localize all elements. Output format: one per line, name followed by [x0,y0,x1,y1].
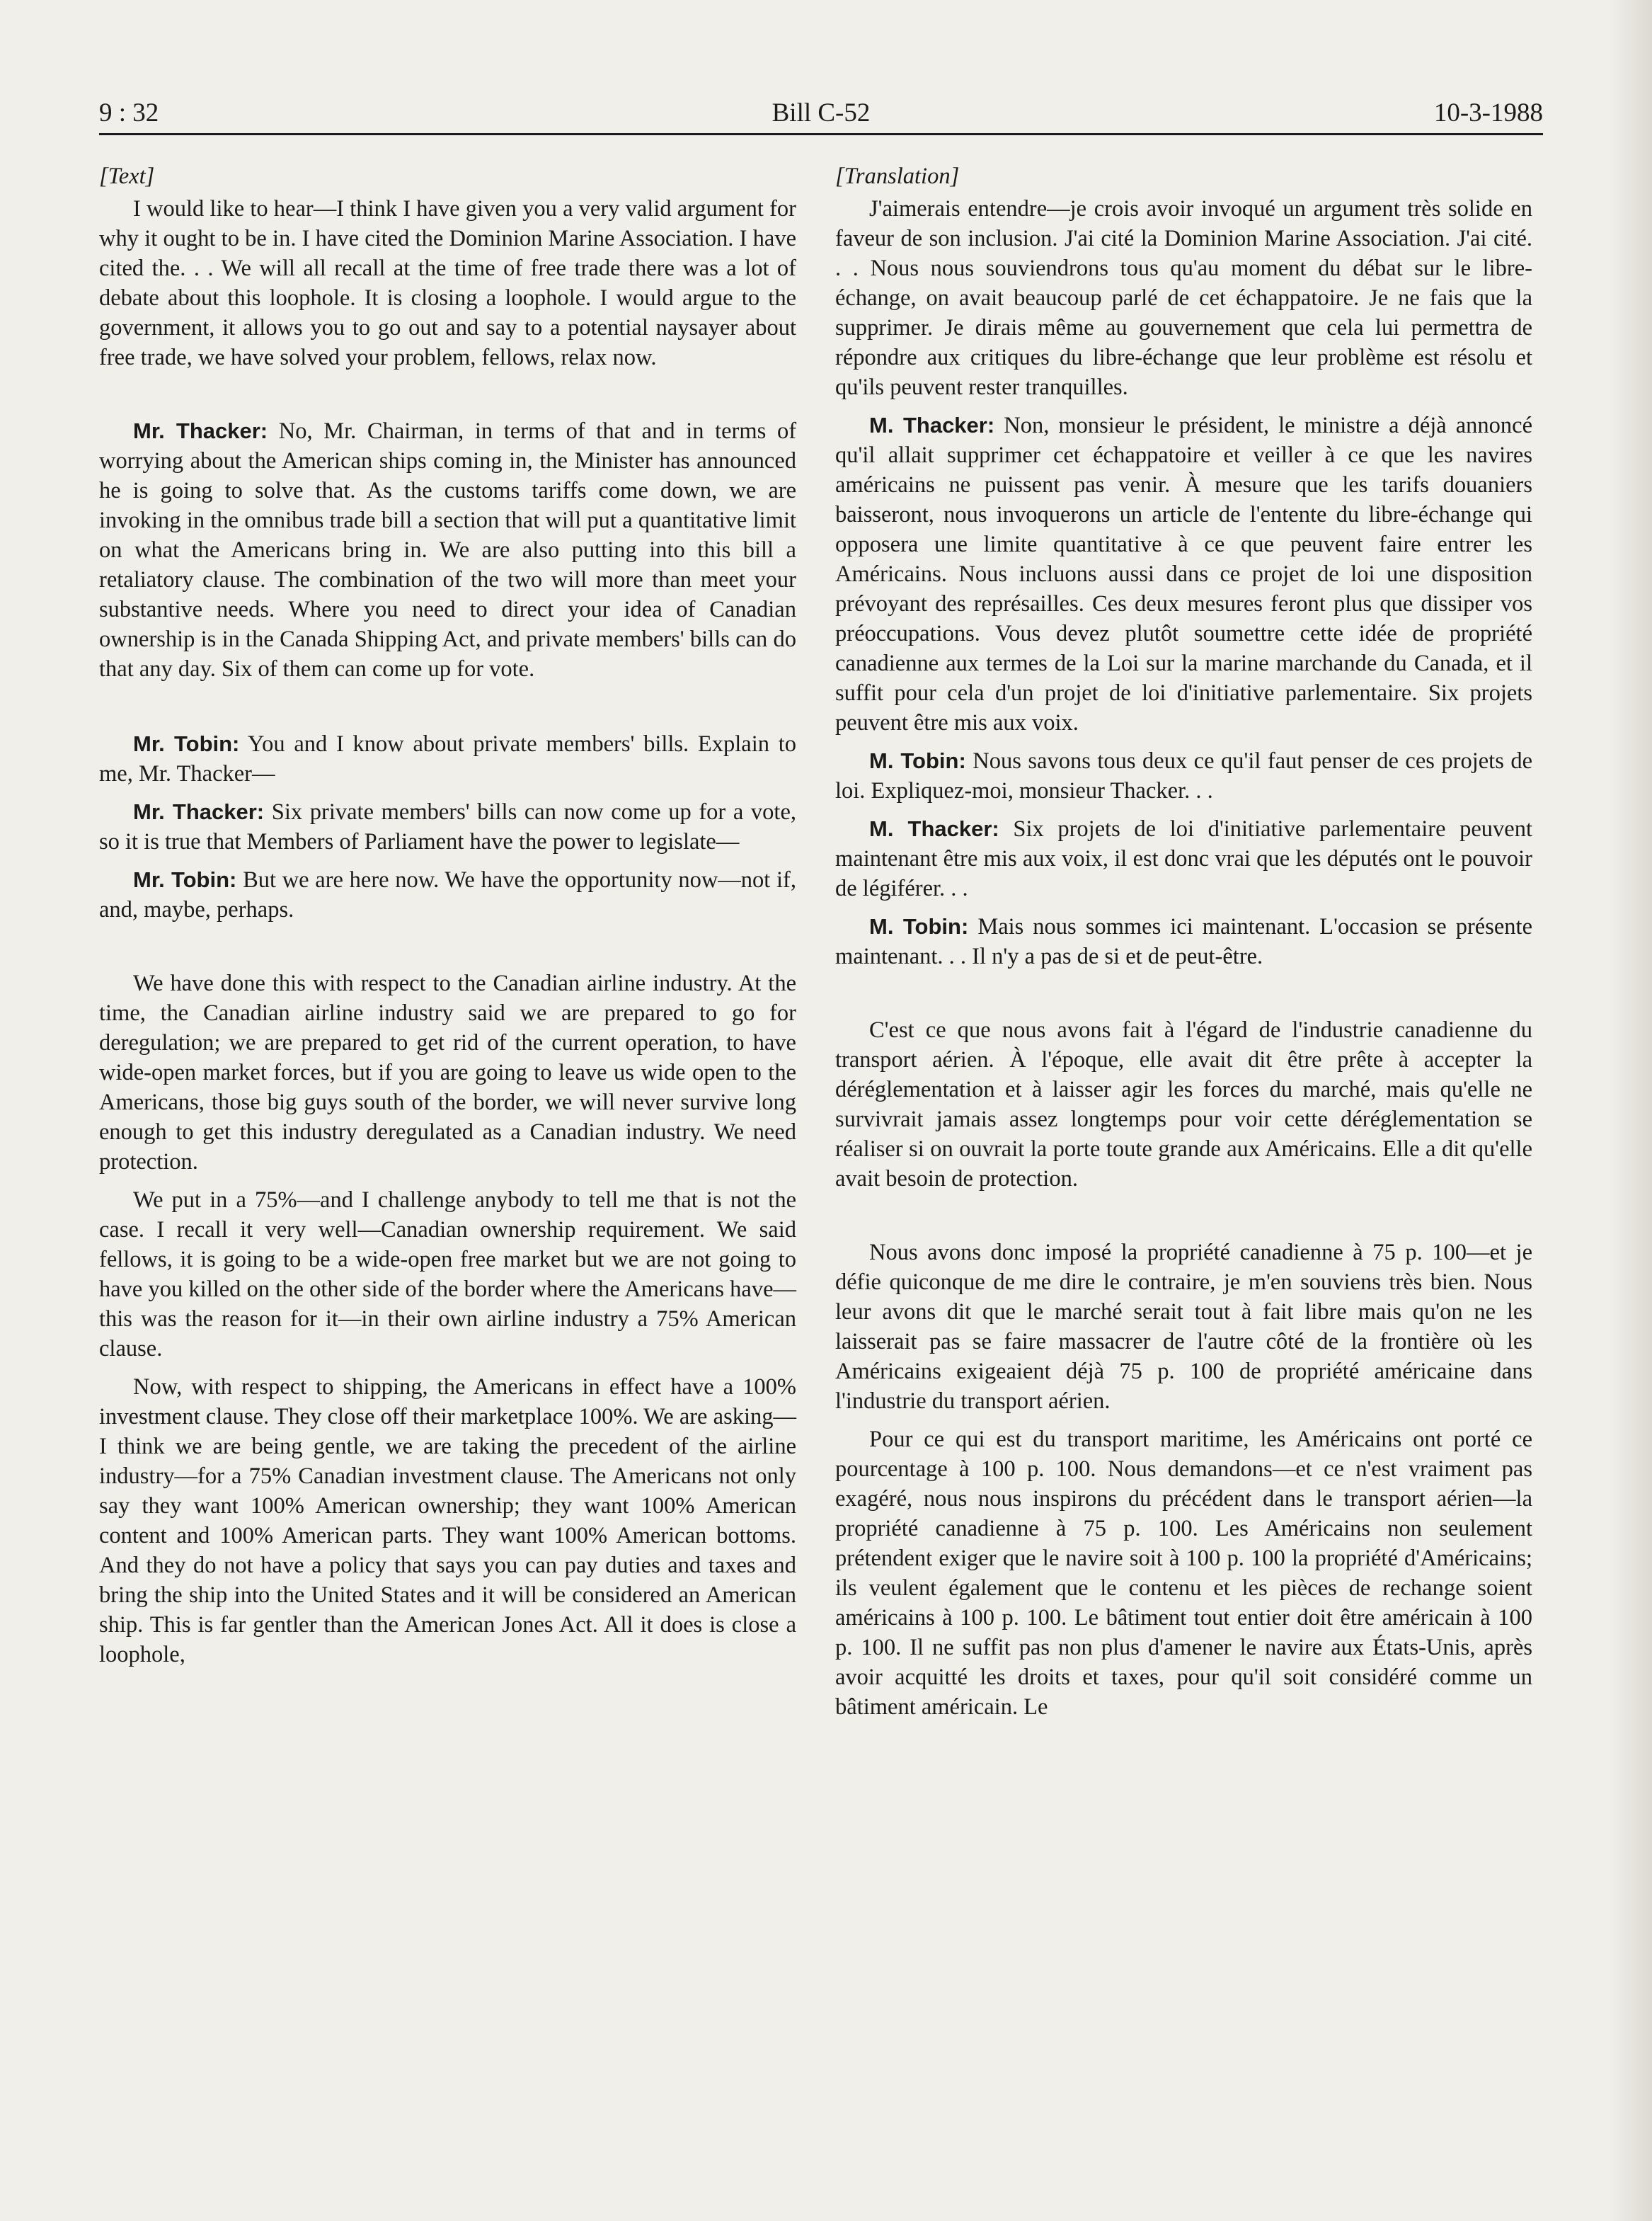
speaker-name: M. Thacker: [869,413,995,438]
document-title: Bill C-52 [771,98,871,127]
paragraph [99,416,796,684]
english-column [99,161,796,1669]
speaker-name: Mr. Tobin: [133,731,240,756]
speaker-name: M. Tobin: [869,914,969,939]
paragraph-text: I would like to hear—I think I have given you a very valid argument for why it ought to be in. I have cited the Dominion Marine Association. I have cited the. . . We will all recall at the time of free trade there was a lot of debate about this loophole. It is closing a loophole. I would argue to the government, it allows you to go out and say to a potential naysayer about free trade, we have solved your problem, fellows, relax now. [99,196,796,370]
paragraph-text: Mais nous sommes ici maintenant. L'occasion se présente maintenant. . . Il n'y a pas de si et de peut-être. [835,914,1532,969]
document-date: 10-3-1988 [1433,98,1543,127]
paragraph-text: You and I know about private members' bills. Explain to me, Mr. Thacker— [99,731,796,787]
paragraph-text: But we are here now. We have the opportunity now—not if, and, maybe, perhaps. [99,867,797,923]
paragraph [835,1424,1532,1722]
paragraph [835,1238,1532,1416]
paragraph-text: Now, with respect to shipping, the Americans in effect have a 100% investment clause. They close off their marketplace 100%. We are asking—I think we are being gentle, we are taking the precedent of the airline industry—for a 75% Canadian investment clause. The Americans not only say they want 100% American ownership; they want 100% American content and 100% American parts. They want 100% American bottoms. And they do not have a policy that says you can pay duties and taxes and bring the ship into the United States and it will be considered an American ship. This is far gentler than the American Jones Act. All it does is close a loophole, [99,1374,796,1667]
paragraph [99,729,796,789]
paragraph [835,814,1532,903]
speaker-name: M. Tobin: [869,748,966,773]
paragraph [99,797,796,857]
paragraph-text: We have done this with respect to the Canadian airline industry. At the time, the Canadian airline industry said we are prepared to go for deregulation; we are prepared to get rid of the current operation, to have wide-open market forces, but if you are going to leave us wide open to the Americans, those big guys south of the border, we will never survive long enough to get this industry deregulated as a Canadian industry. We need protection. [99,971,796,1175]
paragraph-text: Non, monsieur le président, le ministre a déjà annoncé qu'il allait supprimer cet échappatoire et veiller à ce que les navires américains ne puissent pas venir. À mesure que les tarifs douaniers baisseront, nous invoquerons un article de l'entente du libre-échange qui opposera une limite quantitative à ce que peuvent faire entrer les Américains. Nous incluons aussi dans ce projet de loi une disposition prévoyant des représailles. Ces deux mesures feront plus que dissiper vos préoccupations. Vous devez plutôt soumettre cette idée de propriété canadienne aux termes de la Loi sur la marine marchande du Canada, et il suffit pour cela d'un projet de loi d'initiative parlementaire. Six projets peuvent être mis aux voix. [835,413,1533,736]
paragraph [835,411,1532,738]
paragraph-text: Six private members' bills can now come up for a vote, so it is true that Members of Parliament have the power to legislate— [99,799,797,855]
page-header [99,91,1543,135]
paragraph [99,1372,796,1669]
paragraph-text: Nous avons donc imposé la propriété canadienne à 75 p. 100—et je défie quiconque de me dire le contraire, je m'en souviens très bien. Nous leur avons dit que le marché serait tout à fait libre mais qu'on ne les laisserait pas se faire massacrer de l'autre côté de la frontière où les Américains exigeaient déjà 75 p. 100 de propriété américaine dans l'industrie du transport aérien. [835,1240,1532,1414]
speaker-name: Mr. Thacker: [133,418,268,443]
paragraph-text: Six projets de loi d'initiative parlementaire peuvent maintenant être mis aux voix, il est donc vrai que les députés ont le pouvoir de légiférer. . . [835,816,1533,901]
page-edge-shadow [1610,0,1652,2221]
paragraph [835,194,1532,402]
column-label: [Translation] [835,164,960,189]
paragraph [99,194,796,372]
paragraph [835,912,1532,971]
paragraph [99,969,796,1177]
column-label: [Text] [99,164,155,189]
speaker-name: Mr. Thacker: [133,799,265,824]
paragraph-text: We put in a 75%—and I challenge anybody to tell me that is not the case. I recall it very well—Canadian ownership requirement. We said fellows, it is going to be a wide-open free market but we are not going to have you killed on the other side of the border where the Americans have—this was the reason for it—in their own airline industry a 75% American clause. [99,1187,796,1361]
paragraph-text: No, Mr. Chairman, in terms of that and in terms of worrying about the American ships coming in, the Minister has announced he is going to solve that. As the customs tariffs come down, we are invoking in the omnibus trade bill a section that will put a quantitative limit on what the Americans bring in. We are also putting into this bill a retaliatory clause. The combination of the two will more than meet your substantive needs. Where you need to direct your idea of Canadian ownership is in the Canada Shipping Act, and private members' bills can do that any day. Six of them can come up for vote. [99,418,797,682]
paragraph [835,746,1532,806]
paragraph-text: Pour ce qui est du transport maritime, les Américains ont porté ce pourcentage à 100 p. 100. Nous demandons—et ce n'est vraiment pas exagéré, nous nous inspirons du précédent dans le transport aérien—la propriété canadienne à 75 p. 100. Les Américains non seulement prétendent exiger que le navire soit à 100 p. 100 la propriété d'Américains; ils veulent également que le contenu et les pièces de rechange soient américains à 100 p. 100. Le bâtiment tout entier doit être américain à 100 p. 100. Il ne suffit pas non plus d'amener le navire aux États-Unis, après avoir acquitté les droits et taxes, pour qu'il soit considéré comme un bâtiment américain. Le [835,1427,1532,1720]
paragraph [835,1015,1532,1194]
paragraph-text: J'aimerais entendre—je crois avoir invoqué un argument très solide en faveur de son inclusion. J'ai cité la Dominion Marine Association. J'ai cité. . . Nous nous souviendrons tous qu'au moment du débat sur le libre-échange, on avait beaucoup parlé de cet échappatoire. Je ne fais que la supprimer. Je dirais même au gouvernement que cela lui permettra de répondre aux critiques du libre-échange que leur problème est résolu et qu'ils peuvent rester tranquilles. [835,196,1532,400]
paragraph [99,865,796,925]
french-column [835,161,1532,1722]
paragraph-text: C'est ce que nous avons fait à l'égard de l'industrie canadienne du transport aérien. À l'époque, elle avait dit être prête à accepter la déréglementation et à laisser agir les forces du marché, mais qu'elle ne survivrait jamais assez longtemps pour voir cette déréglementation se réaliser si on ouvrait la porte toute grande aux Américains. Elle a dit qu'elle avait besoin de protection. [835,1017,1532,1192]
speaker-name: M. Thacker: [869,816,999,841]
speaker-name: Mr. Tobin: [133,867,237,892]
paragraph-text: Nous savons tous deux ce qu'il faut penser de ces projets de loi. Expliquez-moi, monsieur Thacker. . . [835,748,1533,804]
page-number: 9 : 32 [99,98,159,127]
paragraph [99,1185,796,1364]
